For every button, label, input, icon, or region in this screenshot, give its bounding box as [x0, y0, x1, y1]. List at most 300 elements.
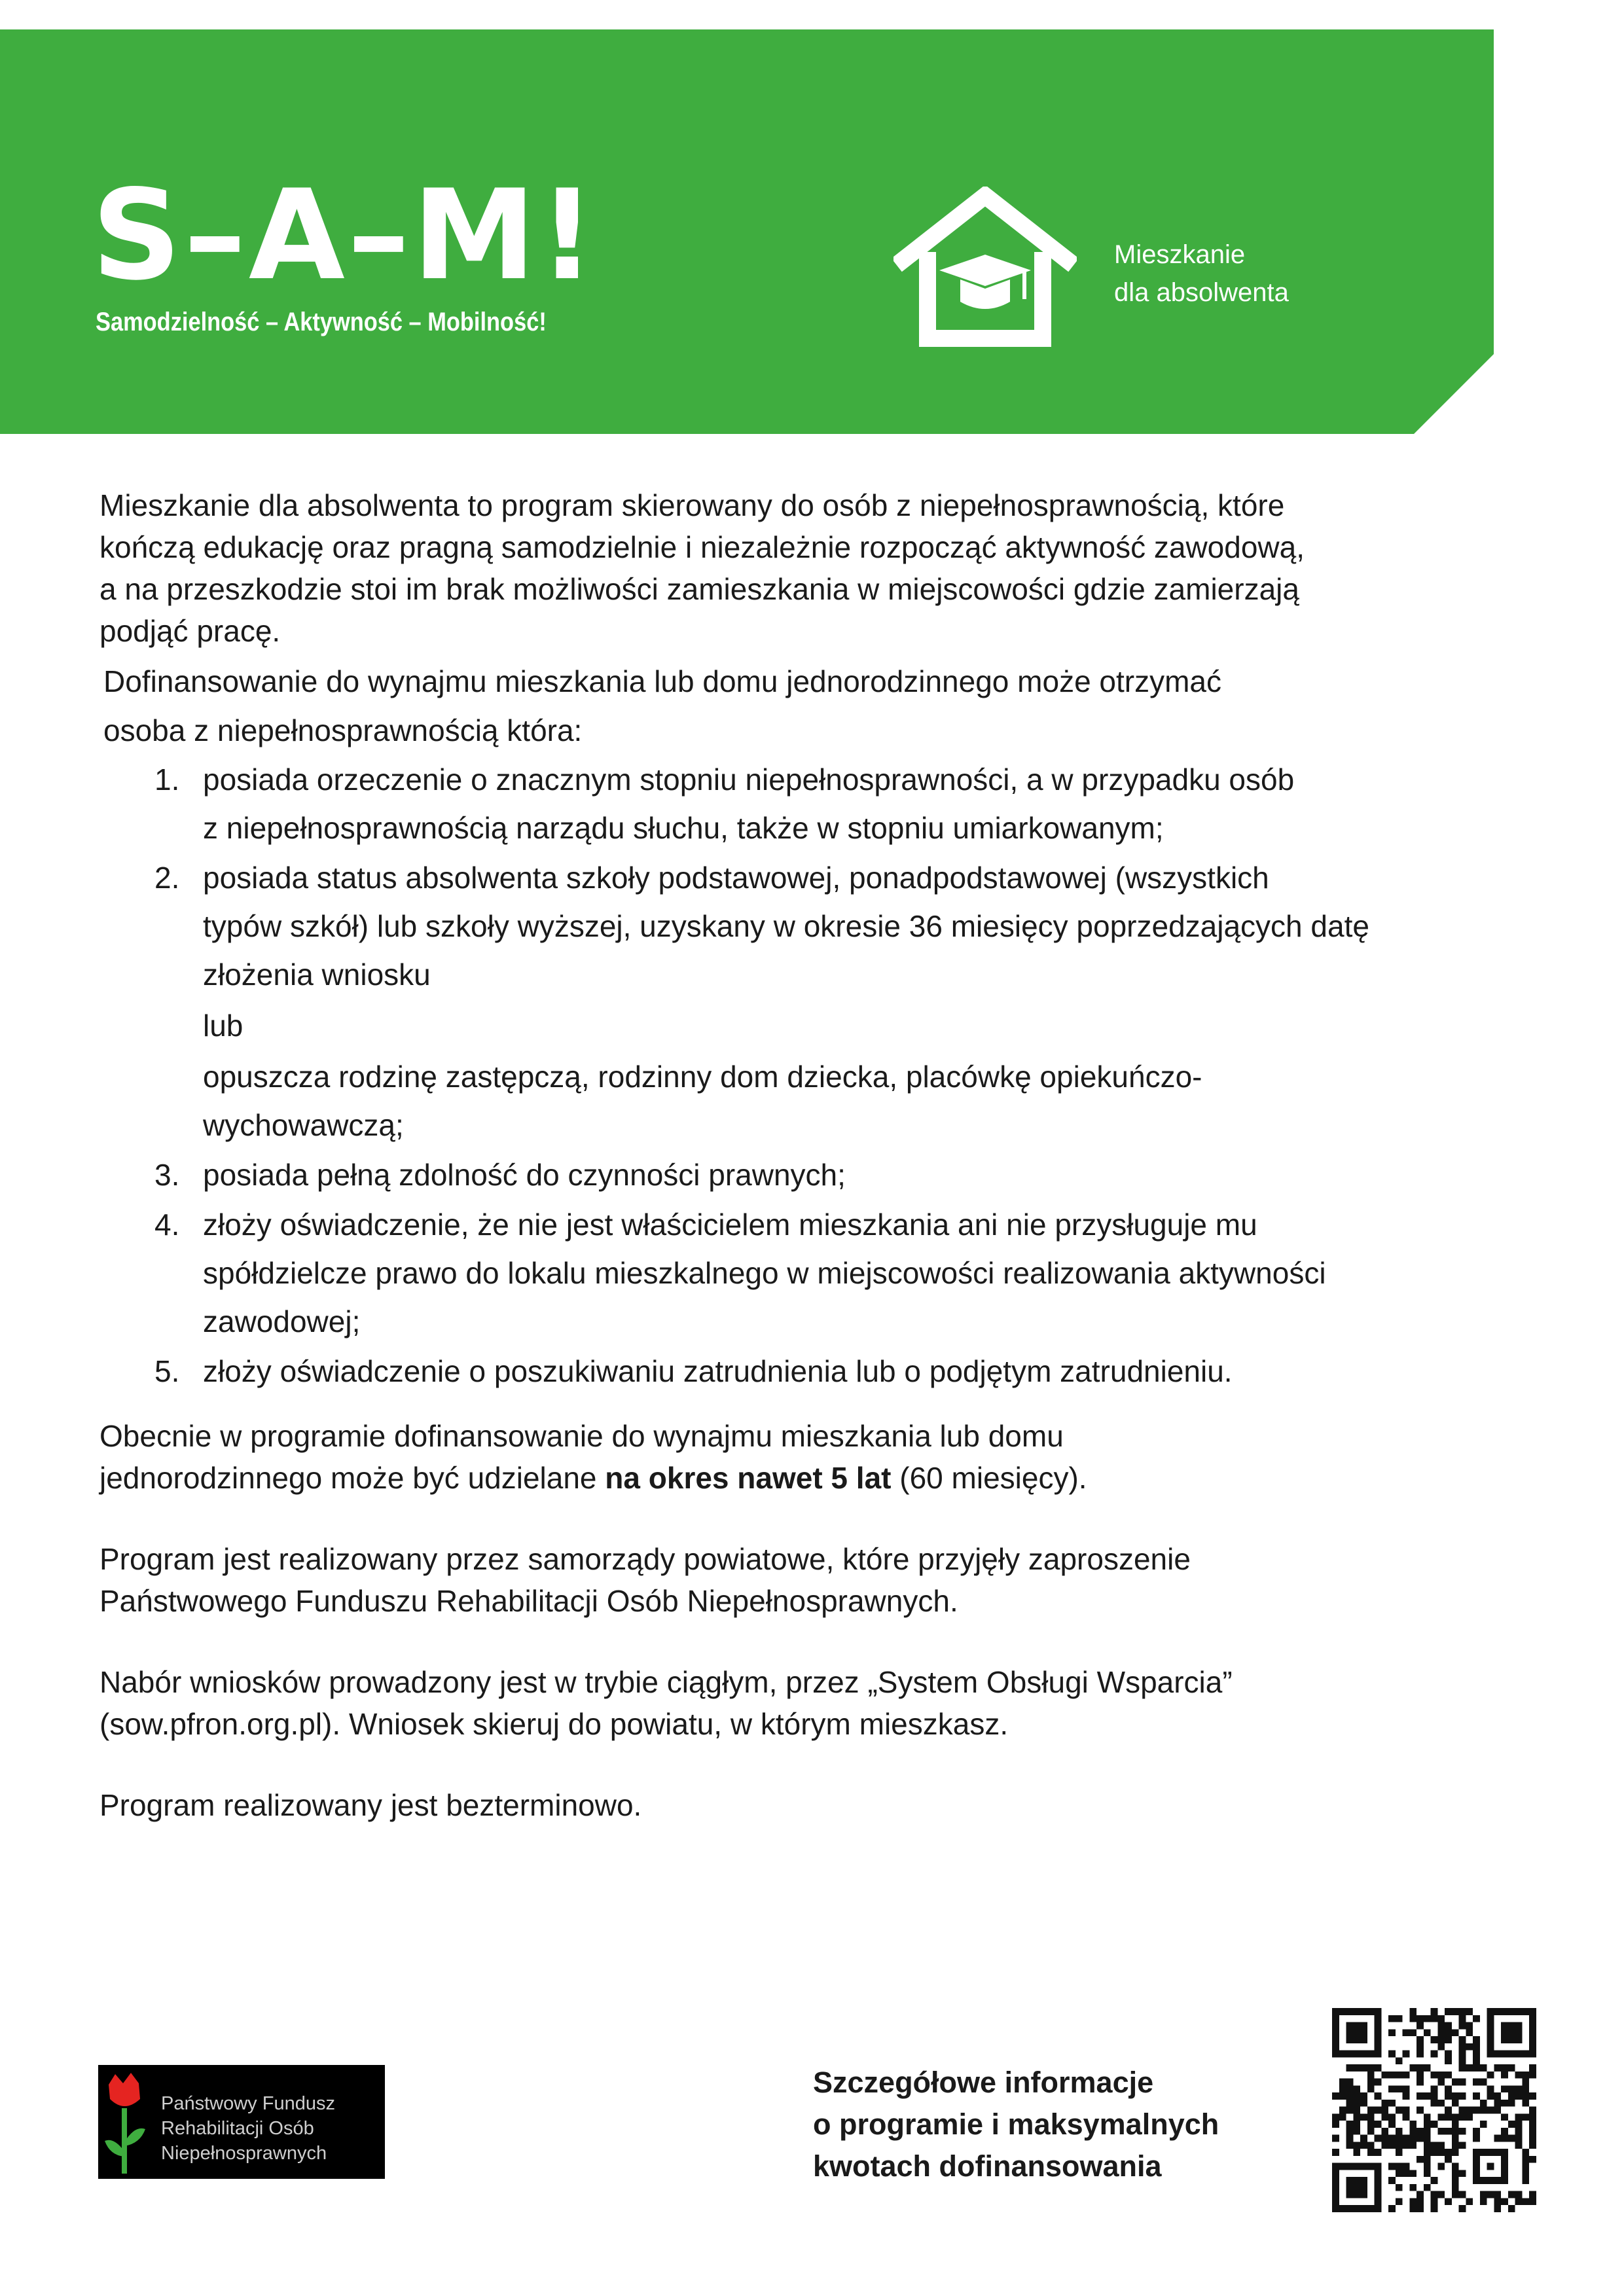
funding-period-paragraph [99, 1415, 1559, 1499]
qr-module [1452, 2128, 1459, 2135]
program-name-line2: dla absolwenta [1114, 278, 1289, 307]
qr-module [1473, 2036, 1480, 2043]
qr-module [1452, 2170, 1459, 2177]
qr-module [1403, 2170, 1410, 2177]
qr-module [1494, 2135, 1501, 2142]
qr-module [1437, 2191, 1445, 2198]
qr-module [1409, 2008, 1416, 2015]
qr-module [1473, 2015, 1480, 2022]
qr-module [1459, 2191, 1466, 2198]
qr-module [1459, 2015, 1466, 2022]
qr-module [1459, 2170, 1466, 2177]
qr-module [1480, 2121, 1487, 2128]
qr-module [1375, 2064, 1382, 2072]
qr-module [1396, 2184, 1403, 2191]
qr-module [1494, 2198, 1501, 2205]
qr-module [1424, 2121, 1431, 2128]
qr-module [1396, 2015, 1403, 2022]
qr-module [1431, 2205, 1438, 2212]
qr-module [1466, 2107, 1473, 2114]
qr-module [1381, 2128, 1388, 2135]
qr-module [1529, 2113, 1536, 2121]
qr-module [1416, 2128, 1424, 2135]
qr-module [1353, 2092, 1360, 2100]
qr-module [1494, 2100, 1501, 2107]
duration-line: Program realizowany jest bezterminowo. [99, 1788, 642, 1822]
qr-module [1367, 2121, 1375, 2128]
qr-module [1501, 2100, 1508, 2107]
qr-module [1459, 2205, 1466, 2212]
qr-module [1375, 2121, 1382, 2128]
sam-logo: S–A–M! [92, 163, 598, 308]
qr-module [1459, 2064, 1466, 2072]
qr-module [1459, 2128, 1466, 2135]
qr-module [1396, 2057, 1403, 2064]
list-item-line: spółdzielcze prawo do lokalu mieszkalnego w miejscowości realizowania aktywności [203, 1256, 1326, 1290]
qr-module [1522, 2156, 1529, 2163]
qr-module [1409, 2198, 1416, 2205]
qr-module [1466, 2113, 1473, 2121]
funding-period-line [99, 1457, 1559, 1499]
applications-line: (sow.pfron.org.pl). Wniosek skieruj do powiatu, w którym mieszkasz. [99, 1707, 1009, 1741]
qr-module [1445, 2085, 1452, 2092]
details-info-line: o programie i maksymalnych [813, 2108, 1219, 2141]
qr-module [1360, 2064, 1367, 2072]
qr-module [1403, 2113, 1410, 2121]
qr-module [1388, 2142, 1396, 2149]
qr-module [1424, 2170, 1431, 2177]
qr-module [1508, 2100, 1515, 2107]
qr-module [1466, 2022, 1473, 2030]
qr-module [1508, 2205, 1515, 2212]
qr-module [1529, 2107, 1536, 2114]
list-item-line: zawodowej; [203, 1304, 361, 1338]
qr-module [1416, 2064, 1424, 2072]
list-item-number: 3. [154, 1158, 180, 1192]
qr-module [1445, 2107, 1452, 2114]
qr-module [1501, 2085, 1508, 2092]
qr-module [1487, 2085, 1494, 2092]
qr-module [1375, 2079, 1382, 2086]
qr-module [1388, 2015, 1396, 2022]
qr-module [1424, 2092, 1431, 2100]
qr-module [1424, 2135, 1431, 2142]
qr-module [1409, 2170, 1416, 2177]
qr-module [1367, 2142, 1375, 2149]
qr-module [1459, 2079, 1466, 2086]
qr-module [1445, 2128, 1452, 2135]
qr-module [1466, 2043, 1473, 2051]
qr-module [1388, 2113, 1396, 2121]
qr-module [1416, 2072, 1424, 2079]
list-item-line: wychowawczą; [203, 1108, 404, 1142]
qr-module [1437, 2015, 1445, 2022]
qr-module [1529, 2142, 1536, 2149]
qr-module [1403, 2092, 1410, 2100]
qr-module [1360, 2142, 1367, 2149]
qr-module [1367, 2064, 1375, 2072]
qr-module [1416, 2036, 1424, 2043]
qr-module [1466, 2029, 1473, 2036]
qr-module [1529, 2064, 1536, 2072]
implementation-line: Państwowego Funduszu Rehabilitacji Osób Niepełnosprawnych. [99, 1584, 958, 1618]
qr-module [1416, 2135, 1424, 2142]
qr-module [1445, 2022, 1452, 2030]
list-item-line: złożenia wniosku [203, 958, 431, 992]
qr-module [1431, 2072, 1438, 2079]
qr-module [1445, 2029, 1452, 2036]
qr-module [1403, 2135, 1410, 2142]
qr-module [1515, 2142, 1523, 2149]
eligibility-line: Dofinansowanie do wynajmu mieszkania lub domu jednorodzinnego może otrzymać [103, 664, 1222, 698]
details-info [813, 2062, 1219, 2187]
qr-module [1508, 2191, 1515, 2198]
qr-module [1437, 2100, 1445, 2107]
qr-module [1367, 2113, 1375, 2121]
qr-module [1515, 2121, 1523, 2128]
funding-period-text: (60 miesięcy). [891, 1461, 1087, 1495]
qr-module [1431, 2085, 1438, 2092]
qr-module [1367, 2107, 1375, 2114]
qr-module [1431, 2177, 1438, 2184]
qr-module [1396, 2107, 1403, 2114]
eligibility-line: osoba z niepełnosprawnością która: [103, 713, 583, 747]
list-item-number: 2. [154, 861, 180, 895]
qr-module [1445, 2113, 1452, 2121]
qr-module [1332, 2149, 1339, 2156]
qr-module [1529, 2072, 1536, 2079]
list-item-line: złoży oświadczenie o poszukiwaniu zatrudnienia lub o podjętym zatrudnieniu. [203, 1354, 1233, 1388]
eligibility-list [99, 755, 1559, 1395]
qr-module [1424, 2113, 1431, 2121]
qr-module [1459, 2092, 1466, 2100]
qr-module [1375, 2149, 1382, 2156]
qr-module [1437, 2029, 1445, 2036]
qr-module [1522, 2177, 1529, 2184]
qr-module [1522, 2198, 1529, 2205]
qr-module [1445, 2156, 1452, 2163]
qr-module [1396, 2142, 1403, 2149]
qr-module [1452, 2029, 1459, 2036]
pfron-logo [98, 2065, 385, 2179]
qr-module [1339, 2113, 1346, 2121]
qr-module [1416, 2022, 1424, 2030]
qr-module [1424, 2156, 1431, 2163]
qr-module [1437, 2022, 1445, 2030]
details-info-line: kwotach dofinansowania [813, 2149, 1162, 2183]
qr-module [1529, 2135, 1536, 2142]
list-item-line: opuszcza rodzinę zastępczą, rodzinny dom dziecka, placówkę opiekuńczo- [203, 1060, 1202, 1094]
qr-module [1409, 2064, 1416, 2072]
qr-module [1437, 2149, 1445, 2156]
qr-module [1375, 2092, 1382, 2100]
qr-module [1416, 2205, 1424, 2212]
qr-module [1459, 2113, 1466, 2121]
details-info-line: Szczegółowe informacje [813, 2066, 1154, 2099]
qr-module [1367, 2072, 1375, 2079]
list-item-separator: lub [203, 1009, 244, 1043]
qr-module [1437, 2163, 1445, 2170]
list-item [99, 1200, 1559, 1346]
qr-module [1431, 2008, 1438, 2015]
qr-module [1424, 2142, 1431, 2149]
list-item [99, 1347, 1559, 1395]
qr-module [1437, 2128, 1445, 2135]
qr-module [1466, 2198, 1473, 2205]
list-item-line: posiada status absolwenta szkoły podstawowej, ponadpodstawowej (wszystkich [203, 861, 1269, 895]
qr-module [1480, 2079, 1487, 2086]
qr-module [1459, 2022, 1466, 2030]
qr-module [1409, 2128, 1416, 2135]
program-name [1114, 236, 1289, 312]
qr-module [1360, 2100, 1367, 2107]
qr-module [1353, 2149, 1360, 2156]
qr-module [1522, 2079, 1529, 2086]
qr-module [1416, 2198, 1424, 2205]
qr-module [1466, 2008, 1473, 2015]
qr-module [1508, 2085, 1515, 2092]
qr-module [1473, 2128, 1480, 2135]
qr-module [1346, 2135, 1354, 2142]
qr-module [1529, 2092, 1536, 2100]
qr-module [1388, 2085, 1396, 2092]
list-item-number: 4. [154, 1208, 180, 1242]
qr-module [1437, 2036, 1445, 2043]
qr-module [1388, 2205, 1396, 2212]
qr-module [1424, 2184, 1431, 2191]
qr-module [1403, 2163, 1410, 2170]
qr-module [1339, 2079, 1346, 2086]
funding-period-text: jednorodzinnego może być udzielane [99, 1461, 605, 1495]
qr-module [1388, 2100, 1396, 2107]
qr-module [1409, 2205, 1416, 2212]
qr-module [1431, 2092, 1438, 2100]
qr-module [1452, 2113, 1459, 2121]
qr-module [1494, 2092, 1501, 2100]
qr-module [1473, 2043, 1480, 2051]
qr-module [1424, 2015, 1431, 2022]
qr-module [1353, 2113, 1360, 2121]
qr-module [1388, 2163, 1396, 2170]
qr-module [1388, 2135, 1396, 2142]
qr-module [1452, 2142, 1459, 2149]
qr-module [1431, 2142, 1438, 2149]
qr-module [1515, 2191, 1523, 2198]
qr-module [1522, 2113, 1529, 2121]
qr-module [1480, 2198, 1487, 2205]
qr-module [1409, 2121, 1416, 2128]
qr-module [1501, 2072, 1508, 2079]
qr-module [1396, 2135, 1403, 2142]
qr-module [1508, 2135, 1515, 2142]
qr-module [1487, 2107, 1494, 2114]
qr-module [1487, 2092, 1494, 2100]
qr-module [1431, 2149, 1438, 2156]
qr-module [1529, 2128, 1536, 2135]
list-item-line: posiada orzeczenie o znacznym stopniu niepełnosprawności, a w przypadku osób [203, 762, 1295, 797]
qr-module [1431, 2121, 1438, 2128]
qr-module [1459, 2036, 1466, 2043]
applications-line: Nabór wniosków prowadzony jest w trybie ciągłym, przez „System Obsługi Wsparcia” [99, 1665, 1233, 1699]
implementation-line: Program jest realizowany przez samorządy powiatowe, które przyjęły zaproszenie [99, 1542, 1191, 1576]
qr-module [1445, 2149, 1452, 2156]
pfron-name [161, 2091, 335, 2166]
qr-module [1431, 2198, 1438, 2205]
qr-module [1501, 2198, 1508, 2205]
program-name-line1: Mieszkanie [1114, 240, 1246, 269]
qr-module [1459, 2051, 1466, 2058]
qr-module [1381, 2142, 1388, 2149]
qr-module [1473, 2051, 1480, 2058]
qr-module [1416, 2191, 1424, 2198]
qr-module [1431, 2036, 1438, 2043]
qr-module [1353, 2107, 1360, 2114]
pfron-name-line: Państwowy Fundusz [161, 2093, 335, 2114]
main-content [99, 484, 1559, 1826]
qr-module [1445, 2198, 1452, 2205]
qr-module [1409, 2135, 1416, 2142]
qr-module [1416, 2015, 1424, 2022]
qr-module [1339, 2092, 1346, 2100]
qr-module [1403, 2142, 1410, 2149]
qr-module [1452, 2191, 1459, 2198]
qr-module [1367, 2128, 1375, 2135]
qr-module [1431, 2100, 1438, 2107]
qr-module [1396, 2085, 1403, 2092]
qr-module [1388, 2051, 1396, 2058]
qr-module [1388, 2072, 1396, 2079]
qr-module [1452, 2177, 1459, 2184]
qr-module [1353, 2085, 1360, 2092]
qr-module [1445, 2057, 1452, 2064]
qr-module [1452, 2100, 1459, 2107]
qr-module [1360, 2135, 1367, 2142]
applications-paragraph [99, 1661, 1559, 1745]
qr-module [1360, 2092, 1367, 2100]
qr-module [1416, 2107, 1424, 2114]
qr-module [1480, 2100, 1487, 2107]
pfron-name-line: Rehabilitacji Osób [161, 2118, 314, 2139]
list-item [99, 755, 1559, 852]
qr-module [1353, 2064, 1360, 2072]
qr-module [1445, 2008, 1452, 2015]
qr-module [1501, 2135, 1508, 2142]
qr-module [1381, 2100, 1388, 2107]
qr-module [1480, 2107, 1487, 2114]
qr-module [1445, 2072, 1452, 2079]
qr-module [1452, 2008, 1459, 2015]
qr-module [1452, 2092, 1459, 2100]
qr-module [1346, 2064, 1354, 2072]
qr-module [1416, 2156, 1424, 2163]
qr-module [1480, 2191, 1487, 2198]
qr-module [1515, 2128, 1523, 2135]
qr-module [1522, 2100, 1529, 2107]
list-item-line: posiada pełną zdolność do czynności prawnych; [203, 1158, 846, 1192]
qr-module [1403, 2072, 1410, 2079]
qr-module [1473, 2107, 1480, 2114]
qr-module [1508, 2121, 1515, 2128]
pfron-name-line: Niepełnosprawnych [161, 2143, 327, 2164]
qr-module [1494, 2107, 1501, 2114]
qr-module [1480, 2064, 1487, 2072]
qr-code-icon[interactable] [1332, 2008, 1536, 2212]
qr-module [1353, 2142, 1360, 2149]
qr-module [1445, 2092, 1452, 2100]
qr-module [1353, 2121, 1360, 2128]
qr-module [1437, 2113, 1445, 2121]
qr-module [1501, 2128, 1508, 2135]
qr-module [1424, 2128, 1431, 2135]
qr-module [1367, 2149, 1375, 2156]
qr-module [1416, 2079, 1424, 2086]
qr-module [1487, 2072, 1494, 2079]
qr-module [1424, 2064, 1431, 2072]
qr-module [1515, 2092, 1523, 2100]
funding-period-highlight: na okres nawet 5 lat [605, 1461, 892, 1495]
qr-module [1473, 2135, 1480, 2142]
list-item-line: złoży oświadczenie, że nie jest właścicielem mieszkania ani nie przysługuje mu [203, 1208, 1257, 1242]
qr-module [1452, 2184, 1459, 2191]
qr-module [1346, 2100, 1354, 2107]
qr-module [1396, 2072, 1403, 2079]
qr-module [1515, 2198, 1523, 2205]
qr-module [1339, 2107, 1346, 2114]
qr-module [1346, 2121, 1354, 2128]
qr-module [1409, 2142, 1416, 2149]
qr-module [1346, 2092, 1354, 2100]
intro-line: a na przeszkodzie stoi im brak możliwości zamieszkania w miejscowości gdzie zamierzają [99, 572, 1299, 606]
qr-module [1396, 2198, 1403, 2205]
qr-module [1515, 2072, 1523, 2079]
tulip-icon [98, 2065, 151, 2179]
qr-module [1375, 2135, 1382, 2142]
qr-module [1494, 2205, 1501, 2212]
qr-module [1522, 2092, 1529, 2100]
qr-module [1466, 2064, 1473, 2072]
qr-module [1431, 2015, 1438, 2022]
intro-line: podjąć pracę. [99, 614, 281, 648]
qr-module [1403, 2029, 1410, 2036]
qr-module [1346, 2107, 1354, 2114]
intro-line: Mieszkanie dla absolwenta to program skierowany do osób z niepełnosprawnością, które [99, 488, 1285, 522]
qr-module [1494, 2064, 1501, 2072]
qr-module [1508, 2064, 1515, 2072]
qr-module [1332, 2135, 1339, 2142]
qr-module [1522, 2085, 1529, 2092]
qr-module [1403, 2051, 1410, 2058]
qr-module [1445, 2036, 1452, 2043]
qr-module [1339, 2085, 1346, 2092]
qr-module [1459, 2043, 1466, 2051]
qr-module [1346, 2079, 1354, 2086]
qr-module [1431, 2051, 1438, 2058]
qr-module [1367, 2079, 1375, 2086]
qr-module [1416, 2092, 1424, 2100]
qr-module [1396, 2149, 1403, 2156]
qr-module [1396, 2163, 1403, 2170]
qr-module [1396, 2128, 1403, 2135]
logo-tagline: Samodzielność – Aktywność – Mobilność! [96, 308, 547, 336]
qr-module [1388, 2177, 1396, 2184]
qr-module [1346, 2085, 1354, 2092]
qr-module [1388, 2121, 1396, 2128]
qr-module [1494, 2191, 1501, 2198]
qr-module [1473, 2092, 1480, 2100]
duration-paragraph [99, 1784, 1559, 1826]
qr-module [1409, 2184, 1416, 2191]
qr-module [1353, 2128, 1360, 2135]
